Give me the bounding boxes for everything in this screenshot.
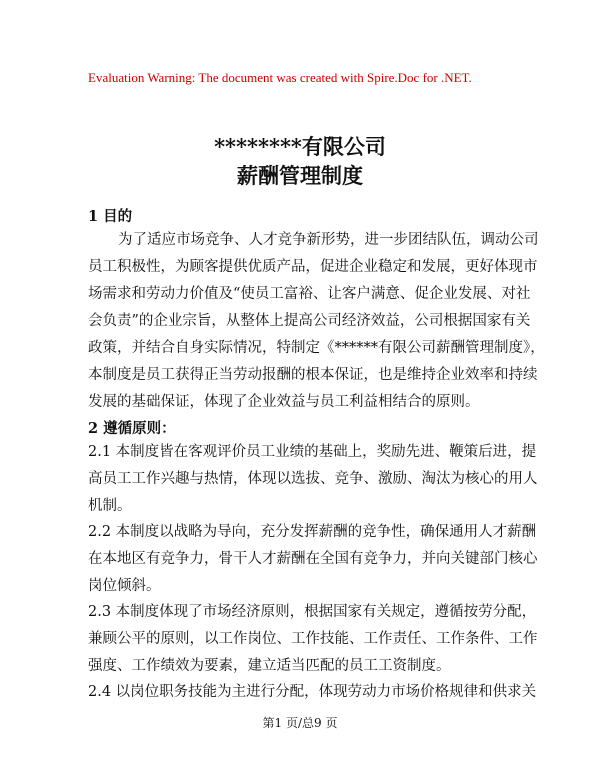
page-number: 第1 页/总9 页 [262,716,338,730]
paragraph-line: 岗位倾斜。 [88,578,161,594]
document-title: 薪酬管理制度 [237,163,363,188]
paragraph-line: 发展的基础保证，体现了企业效益与员工利益相结合的原则。 [88,394,480,410]
evaluation-warning: Evaluation Warning: The document was created with Spire.Doc for .NET. [88,70,472,85]
paragraph-line: 2.1 本制度皆在客观评价员工业绩的基础上，奖励先进、鞭策后进，提 [88,444,537,460]
paragraph-line: 高员工工作兴趣与热情，体现以选拔、竞争、激励、淘汰为核心的用人 [88,471,538,487]
paragraph-line: 会负责”的企业宗旨，从整体上提高公司经济效益，公司根据国家有关 [88,313,531,329]
paragraph-line: 为了适应市场竞争、人才竞争新形势，进一步团结队伍，调动公司 [118,232,539,248]
paragraph-line: 2.3 本制度体现了市场经济原则，根据国家有关规定，遵循按劳分配， [88,604,537,620]
section-heading-principles: 2 遵循原则： [88,420,176,437]
paragraph-line: 员工积极性，为顾客提供优质产品，促进企业稳定和发展，更好体现市 [88,259,538,275]
paragraph-line: 政策，并结合自身实际情况，特制定《******有限公司薪酬管理制度》， [88,340,545,356]
company-title: ********有限公司 [214,134,386,159]
paragraph-line: 在本地区有竞争力，骨干人才薪酬在全国有竞争力，并向关键部门核心 [88,551,538,567]
paragraph-line: 2.2 本制度以战略为导向，充分发挥薪酬的竞争性，确保通用人才薪酬 [88,524,537,540]
paragraph-line: 兼顾公平的原则，以工作岗位、工作技能、工作责任、工作条件、工作 [88,631,538,647]
section-heading-purpose: 1 目的 [88,208,133,225]
paragraph-line: 场需求和劳动力价值及“使员工富裕、让客户满意、促企业发展、对社 [88,286,531,302]
paragraph-line: 本制度是员工获得正当劳动报酬的根本保证，也是维持企业效率和持续 [88,367,538,383]
paragraph-line: 强度、工作绩效为要素，建立适当匹配的员工工资制度。 [88,658,451,674]
paragraph-line: 2.4 以岗位职务技能为主进行分配，体现劳动力市场价格规律和供求关 [88,684,537,700]
paragraph-line: 机制。 [88,498,132,514]
